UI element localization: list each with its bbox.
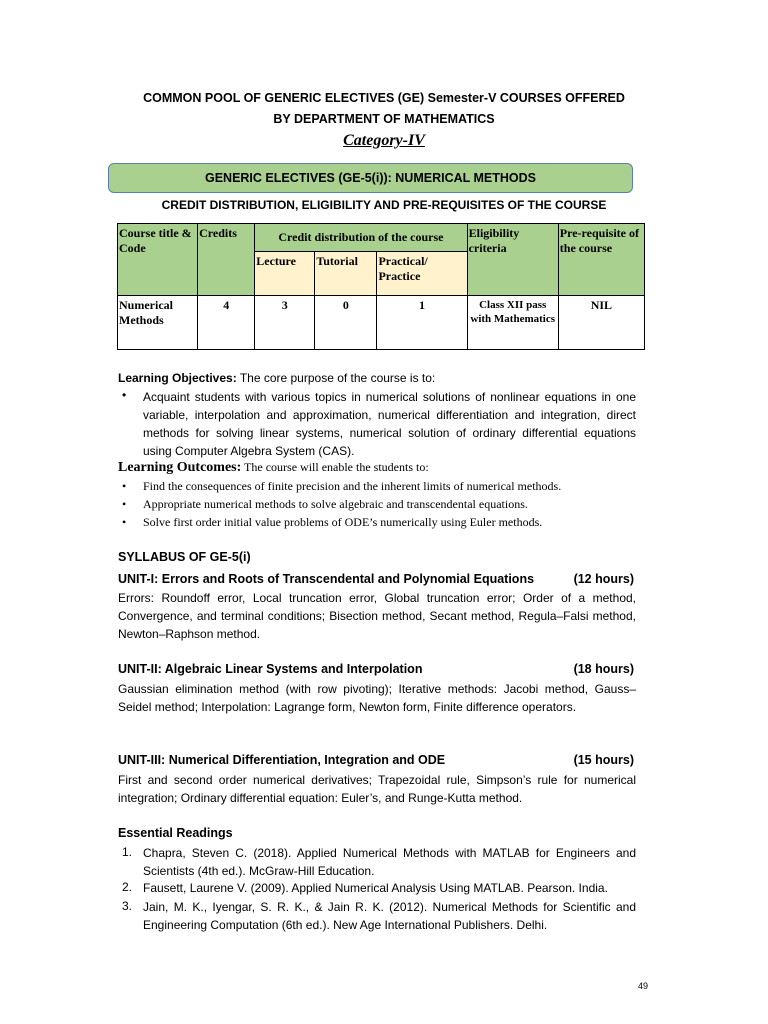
- unit-2-body: Gaussian elimination method (with row pivoting); Iterative methods: Jacobi method, Gauss–Seidel method; Interpolation: Lagrange form, Newton form, Finite difference operators.: [118, 682, 636, 714]
- reading-item: Fausett, Laurene V. (2009). Applied Numerical Analysis Using MATLAB. Pearson. India.: [143, 881, 608, 895]
- cell-lecture: 3: [255, 296, 315, 350]
- bullet-icon: •: [122, 515, 127, 529]
- credit-table: [117, 223, 645, 350]
- objectives-heading: Learning Objectives: The core purpose of the course is to:: [118, 371, 436, 385]
- unit-1-title: UNIT-I: Errors and Roots of Transcendental and Polynomial Equations: [118, 572, 535, 586]
- category-title: Category-IV: [343, 132, 425, 149]
- unit-1-hours: (12 hours): [573, 572, 634, 586]
- ge-title: GENERIC ELECTIVES (GE-5(i)): NUMERICAL METHODS: [204, 171, 537, 185]
- reading-number: 3.: [122, 899, 133, 913]
- table-row: [118, 296, 645, 350]
- unit-3-title: UNIT-III: Numerical Differentiation, Integration and ODE: [118, 753, 446, 767]
- header-practical: Practical/ Practice: [377, 252, 467, 296]
- objectives-bullet: Acquaint students with various topics in numerical solutions of nonlinear equations in one variable, interpolation and approximation, numerical differentiation and integration, direct methods for solving linear systems, numerical solution of ordinary differential equations using Computer Algebra System (CAS).: [143, 390, 636, 458]
- cell-credits: 4: [198, 296, 255, 350]
- header-tutorial: Tutorial: [315, 252, 377, 296]
- unit-1-body: Errors: Roundoff error, Local truncation error, Global truncation error; Order of a method, Convergence, and terminal conditions; Bisection method, Secant method, Regula–Falsi method, Newton–Raphson method.: [118, 591, 636, 641]
- unit-3-body: First and second order numerical derivatives; Trapezoidal rule, Simpson’s rule for numerical integration; Ordinary differential equation: Euler’s, and Runge-Kutta method.: [118, 773, 636, 805]
- cell-tutorial: 0: [315, 296, 377, 350]
- page-number: 49: [638, 981, 649, 991]
- reading-item: Jain, M. K., Iyengar, S. R. K., & Jain R. K. (2012). Numerical Methods for Scientific and Engineering Computation (6th ed.). New Age International Publishers. Delhi.: [143, 900, 636, 932]
- cell-eligibility: Class XII pass with Mathematics: [467, 296, 558, 350]
- readings-title: Essential Readings: [118, 826, 233, 840]
- cell-course: Numerical Methods: [118, 296, 198, 350]
- outcomes-heading: Learning Outcomes: The course will enable the students to:: [118, 460, 429, 475]
- unit-2-hours: (18 hours): [573, 662, 634, 676]
- bullet-icon: •: [122, 497, 127, 511]
- cell-practical: 1: [377, 296, 467, 350]
- reading-number: 2.: [122, 880, 133, 894]
- header-distribution: Credit distribution of the course: [255, 224, 467, 252]
- header-line-1: COMMON POOL OF GENERIC ELECTIVES (GE) Semester-V COURSES OFFERED: [143, 91, 625, 105]
- outcome-item: Solve first order initial value problems of ODE’s numerically using Euler methods.: [143, 515, 543, 529]
- header-prereq: Pre-requisite of the course: [558, 224, 644, 296]
- outcome-item: Find the consequences of finite precision and the inherent limits of numerical methods.: [143, 479, 562, 493]
- bullet-icon: •: [122, 479, 127, 493]
- cell-prereq: NIL: [558, 296, 644, 350]
- header-lecture: Lecture: [255, 252, 315, 296]
- syllabus-title: SYLLABUS OF GE-5(i): [118, 550, 251, 564]
- reading-number: 1.: [122, 845, 133, 859]
- header-line-2: BY DEPARTMENT OF MATHEMATICS: [273, 112, 495, 126]
- credit-heading: CREDIT DISTRIBUTION, ELIGIBILITY AND PRE-REQUISITES OF THE COURSE: [161, 198, 607, 212]
- outcome-item: Appropriate numerical methods to solve algebraic and transcendental equations.: [143, 497, 528, 511]
- header-course: Course title & Code: [118, 224, 198, 296]
- header-eligibility: Eligibility criteria: [467, 224, 558, 296]
- unit-3-hours: (15 hours): [573, 753, 634, 767]
- reading-item: Chapra, Steven C. (2018). Applied Numerical Methods with MATLAB for Engineers and Scientists (4th ed.). McGraw-Hill Education.: [143, 846, 636, 878]
- header-credits: Credits: [198, 224, 255, 296]
- ge-title-box: [108, 163, 633, 193]
- bullet-icon: •: [122, 388, 127, 402]
- unit-2-title: UNIT-II: Algebraic Linear Systems and Interpolation: [118, 662, 423, 676]
